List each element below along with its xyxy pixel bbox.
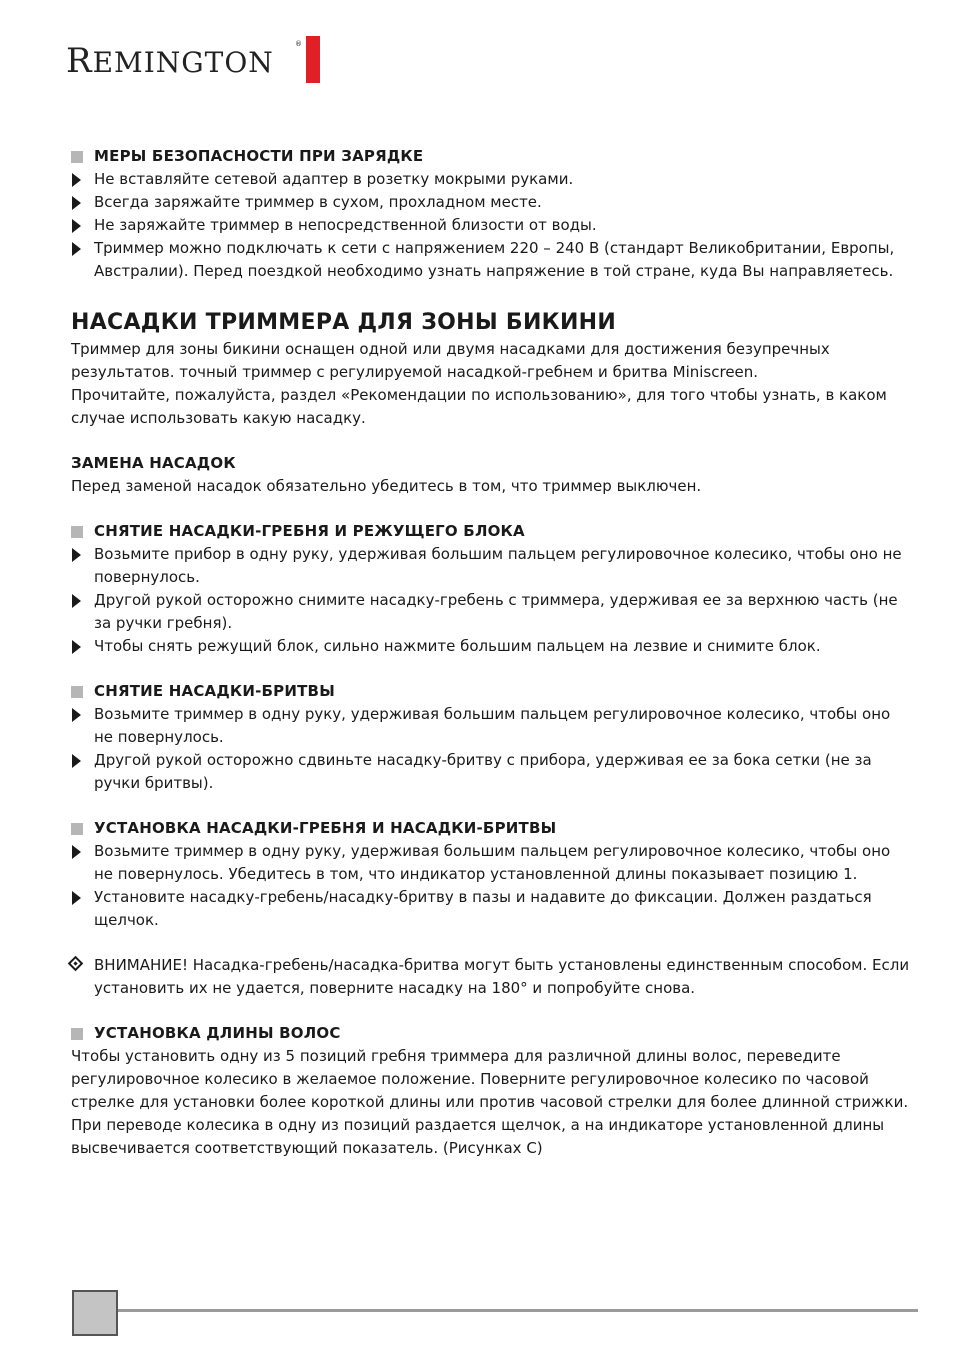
- section-heading: ЗАМЕНА НАСАДОК: [71, 454, 236, 472]
- triangle-bullet-icon: [72, 242, 81, 256]
- remove-shaver-section: [71, 680, 911, 795]
- list-item-text: Триммер можно подключать к сети с напряжением 220 – 240 В (стандарт Великобритании, Европы, Австралии). Перед поездкой необходимо узнать напряжение в той стране, куда Вы направляетесь.: [94, 239, 895, 280]
- charging-safety-section: [71, 145, 911, 283]
- logo-wordmark: [66, 41, 274, 81]
- list-item: [71, 589, 911, 635]
- replace-section: [71, 452, 911, 498]
- square-bullet-icon: [71, 823, 83, 835]
- section-heading: [71, 680, 911, 703]
- section-heading: [71, 145, 911, 168]
- hair-length-section: [71, 1022, 911, 1160]
- square-bullet-icon: [71, 151, 83, 163]
- list-item-text: Чтобы снять режущий блок, сильно нажмите большим пальцем на лезвие и снимите блок.: [94, 637, 821, 655]
- logo-red-bar: [306, 36, 320, 83]
- remove-comb-section: [71, 520, 911, 658]
- list-item: [71, 635, 911, 658]
- paragraph: Перед заменой насадок обязательно убедитесь в том, что триммер выключен.: [71, 477, 702, 495]
- triangle-bullet-icon: [72, 891, 81, 905]
- list-item-text: Возьмите триммер в одну руку, удерживая большим пальцем регулировочное колесико, чтобы оно не повернулось.: [94, 705, 891, 746]
- list-item-text: Другой рукой осторожно сдвиньте насадку-бритву с прибора, удерживая ее за бока сетки (не за ручки бритвы).: [94, 751, 872, 792]
- list-item: [71, 237, 911, 283]
- list-item-text: Всегда заряжайте триммер в сухом, прохладном месте.: [94, 193, 542, 211]
- square-bullet-icon: [71, 1028, 83, 1040]
- heading-text: УСТАНОВКА НАСАДКИ-ГРЕБНЯ И НАСАДКИ-БРИТВЫ: [94, 819, 557, 837]
- list-item: [71, 703, 911, 749]
- list-item: [71, 191, 911, 214]
- heading-text: МЕРЫ БЕЗОПАСНОСТИ ПРИ ЗАРЯДКЕ: [94, 147, 424, 165]
- warning-note: [71, 954, 911, 1000]
- triangle-bullet-icon: [72, 845, 81, 859]
- paragraph: Прочитайте, пожалуйста, раздел «Рекомендации по использованию», для того чтобы узнать, в каком случае использовать какую насадку.: [71, 386, 887, 427]
- paragraph: Чтобы установить одну из 5 позиций гребня триммера для различной длины волос, переведите регулировочное колесико в желаемое положение. Поверните регулировочное колесико по часовой стрелке для установки более короткой длины или против часовой стрелки для более длинной стрижки. При переводе колесика в одну из позиций раздается щелчок, а на индикаторе установленной длины высвечивается соответствующий показатель. (Рисунках C): [71, 1047, 909, 1157]
- page-title: НАСАДКИ ТРИММЕРА ДЛЯ ЗОНЫ БИКИНИ: [71, 310, 617, 335]
- list-item-text: Другой рукой осторожно снимите насадку-гребень с триммера, удерживая ее за верхнюю часть (не за ручки гребня).: [94, 591, 898, 632]
- list-item: [71, 749, 911, 795]
- warning-text: ВНИМАНИЕ! Насадка-гребень/насадка-бритва могут быть установлены единственным способом. Если установить их не удается, поверните насадку на 180° и попробуйте снова.: [94, 956, 910, 997]
- square-bullet-icon: [71, 686, 83, 698]
- triangle-bullet-icon: [72, 548, 81, 562]
- heading-text: СНЯТИЕ НАСАДКИ-ГРЕБНЯ И РЕЖУЩЕГО БЛОКА: [94, 522, 525, 540]
- list-item-text: Возьмите триммер в одну руку, удерживая большим пальцем регулировочное колесико, чтобы оно не повернулось. Убедитесь в том, что индикатор установленной длины показывает позицию 1.: [94, 842, 891, 883]
- section-heading: [71, 1022, 911, 1045]
- heading-text: СНЯТИЕ НАСАДКИ-БРИТВЫ: [94, 682, 335, 700]
- footer-rule: [118, 1309, 918, 1312]
- triangle-bullet-icon: [72, 594, 81, 608]
- triangle-bullet-icon: [72, 754, 81, 768]
- logo-rest: EMINGTON: [92, 46, 274, 79]
- list-item: [71, 543, 911, 589]
- section-heading: [71, 817, 911, 840]
- warning-diamond-icon: [68, 956, 84, 972]
- page-content: [71, 145, 911, 1160]
- list-item-text: Возьмите прибор в одну руку, удерживая большим пальцем регулировочное колесико, чтобы оно не повернулось.: [94, 545, 902, 586]
- list-item-text: Не заряжайте триммер в непосредственной близости от воды.: [94, 216, 597, 234]
- install-section: [71, 817, 911, 1000]
- list-item-text: Не вставляйте сетевой адаптер в розетку мокрыми руками.: [94, 170, 574, 188]
- page-number-box: [72, 1290, 118, 1336]
- list-item: [71, 214, 911, 237]
- paragraph: Триммер для зоны бикини оснащен одной или двумя насадками для достижения безупречных результатов. точный триммер с регулируемой насадкой-гребнем и бритва Miniscreen.: [71, 340, 830, 381]
- heading-text: УСТАНОВКА ДЛИНЫ ВОЛОС: [94, 1024, 341, 1042]
- triangle-bullet-icon: [72, 219, 81, 233]
- list-item: [71, 886, 911, 932]
- square-bullet-icon: [71, 526, 83, 538]
- registered-mark: ®: [295, 40, 302, 48]
- triangle-bullet-icon: [72, 173, 81, 187]
- list-item-text: Установите насадку-гребень/насадку-бритву в пазы и надавите до фиксации. Должен раздаться щелчок.: [94, 888, 872, 929]
- logo-initial: R: [66, 41, 93, 81]
- triangle-bullet-icon: [72, 640, 81, 654]
- section-heading: [71, 520, 911, 543]
- attachments-section: [71, 308, 911, 430]
- list-item: [71, 168, 911, 191]
- list-item: [71, 840, 911, 886]
- triangle-bullet-icon: [72, 196, 81, 210]
- triangle-bullet-icon: [72, 708, 81, 722]
